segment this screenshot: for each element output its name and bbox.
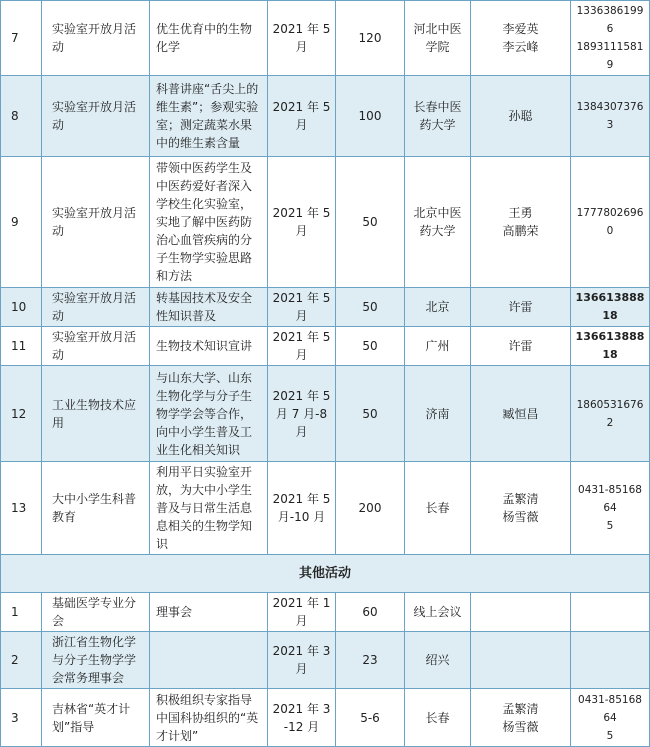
activity-place: 绍兴 [405, 632, 471, 689]
phone-number: 0431-8516864 [578, 484, 642, 514]
table-row [1, 76, 650, 157]
activity-place: 河北中医学院 [405, 1, 471, 76]
table-row [1, 632, 650, 689]
activity-place: 北京中医药大学 [405, 157, 471, 288]
activity-time: 2021 年 5 月-10 月 [268, 462, 336, 555]
contact-person [471, 632, 571, 689]
activity-place: 长春 [405, 462, 471, 555]
phone-number: 13661388818 [575, 291, 645, 322]
phone-number: 18605316762 [576, 398, 644, 429]
activity-place: 北京 [405, 288, 471, 327]
phone-number: 13661388818 [575, 330, 645, 361]
activity-time: 2021 年 5 月 7 月-8 月 [268, 366, 336, 462]
contact-name: 高鹏荣 [502, 224, 539, 238]
contact-phone [571, 689, 650, 747]
activity-place: 济南 [405, 366, 471, 462]
contact-name: 王勇 [508, 206, 533, 220]
participant-count: 120 [336, 1, 405, 76]
participant-count: 60 [336, 593, 405, 632]
activity-time: 2021 年 5 月 [268, 327, 336, 366]
contact-name: 杨雪薇 [502, 510, 539, 524]
activity-content: 带领中医药学生及中医药爱好者深入学校生化实验室，实地了解中医药防治心血管疾病的分子生物学实验思路和方法 [150, 157, 268, 288]
contact-person [471, 366, 571, 462]
contact-phone [571, 288, 650, 327]
activity-name: 基础医学专业分会 [42, 593, 150, 632]
contact-phone [571, 593, 650, 632]
activity-name: 实验室开放月活动 [42, 157, 150, 288]
contact-name: 孟繁清 [502, 701, 539, 716]
contact-phone [571, 157, 650, 288]
activity-name: 实验室开放月活动 [42, 288, 150, 327]
participant-count: 100 [336, 76, 405, 157]
activity-place: 广州 [405, 327, 471, 366]
table-row [1, 288, 650, 327]
row-index: 3 [1, 689, 42, 747]
activity-content: 生物技术知识宣讲 [150, 327, 268, 366]
activity-content: 转基因技术及安全性知识普及 [150, 288, 268, 327]
section-row [1, 555, 650, 593]
phone-number: 5 [606, 520, 614, 532]
row-index: 8 [1, 76, 42, 157]
activity-name: 大中小学生科普教育 [42, 462, 150, 555]
contact-person [471, 288, 571, 327]
participant-count: 50 [336, 327, 405, 366]
activity-content: 与山东大学、山东生物化学与分子生物学学会等合作，向中小学生普及工业生化相关知识 [150, 366, 268, 462]
contact-name: 臧恒昌 [502, 406, 539, 421]
contact-person [471, 76, 571, 157]
contact-person [471, 157, 571, 288]
phone-number: 17778026960 [576, 207, 644, 237]
table-row [1, 366, 650, 462]
contact-name: 孟繁清 [502, 492, 539, 506]
activity-time: 2021 年 1 月 [268, 593, 336, 632]
contact-name: 许雷 [508, 339, 533, 353]
table-row [1, 689, 650, 747]
activity-name: 实验室开放月活动 [42, 1, 150, 76]
participant-count: 50 [336, 366, 405, 462]
participant-count: 5-6 [336, 689, 405, 747]
contact-person [471, 689, 571, 747]
table-row [1, 462, 650, 555]
row-index: 1 [1, 593, 42, 632]
activity-time: 2021 年 5 月 [268, 1, 336, 76]
activity-place: 长春中医药大学 [405, 76, 471, 157]
participant-count: 50 [336, 157, 405, 288]
row-index: 13 [1, 462, 42, 555]
activity-content: 积极组织专家指导中国科协组织的“英才计划” [150, 689, 268, 747]
row-index: 10 [1, 288, 42, 327]
contact-phone [571, 632, 650, 689]
table-row [1, 1, 650, 76]
activity-content: 理事会 [150, 593, 268, 632]
activity-time: 2021 年 5 月 [268, 157, 336, 288]
activity-content: 科普讲座“舌尖上的维生素”；参观实验室；测定蔬菜水果中的维生素含量 [150, 76, 268, 157]
contact-name: 孙聪 [508, 109, 533, 123]
activity-time: 2021 年 3-12 月 [268, 689, 336, 747]
participant-count: 50 [336, 288, 405, 327]
phone-number: 13843073763 [576, 101, 644, 131]
activity-name: 吉林省“英才计划”指导 [42, 689, 150, 747]
activity-name: 浙江省生物化学与分子生物学学会常务理事会 [42, 632, 150, 689]
section-title: 其他活动 [1, 555, 650, 593]
contact-phone [571, 1, 650, 76]
contact-phone [571, 462, 650, 555]
activity-content: 利用平日实验室开放，为大中小学生普及与日常生活息息相关的生物学知识 [150, 462, 268, 555]
phone-number: 0431-8516864 [578, 693, 642, 724]
activity-place: 长春 [405, 689, 471, 747]
phone-number: 13363861996 [576, 5, 644, 35]
row-index: 12 [1, 366, 42, 462]
activity-time: 2021 年 3 月 [268, 632, 336, 689]
activity-name: 实验室开放月活动 [42, 76, 150, 157]
activity-name: 工业生物技术应用 [42, 366, 150, 462]
contact-name: 杨雪薇 [502, 719, 539, 734]
contact-phone [571, 366, 650, 462]
activity-content: 优生优育中的生物化学 [150, 1, 268, 76]
activity-place: 线上会议 [405, 593, 471, 632]
contact-person [471, 327, 571, 366]
table-row [1, 157, 650, 288]
activity-time: 2021 年 5 月 [268, 76, 336, 157]
phone-number: 18931115819 [576, 41, 644, 71]
row-index: 11 [1, 327, 42, 366]
table-row [1, 327, 650, 366]
row-index: 9 [1, 157, 42, 288]
row-index: 7 [1, 1, 42, 76]
activity-time: 2021 年 5 月 [268, 288, 336, 327]
contact-person [471, 1, 571, 76]
contact-phone [571, 327, 650, 366]
contact-name: 许雷 [508, 300, 533, 314]
contact-name: 李爱英 [502, 22, 539, 36]
phone-number: 5 [606, 729, 614, 742]
contact-name: 李云峰 [502, 40, 539, 54]
row-index: 2 [1, 632, 42, 689]
activity-content [150, 632, 268, 689]
contact-phone [571, 76, 650, 157]
table-row [1, 593, 650, 632]
contact-person [471, 462, 571, 555]
contact-person [471, 593, 571, 632]
participant-count: 200 [336, 462, 405, 555]
participant-count: 23 [336, 632, 405, 689]
activity-name: 实验室开放月活动 [42, 327, 150, 366]
